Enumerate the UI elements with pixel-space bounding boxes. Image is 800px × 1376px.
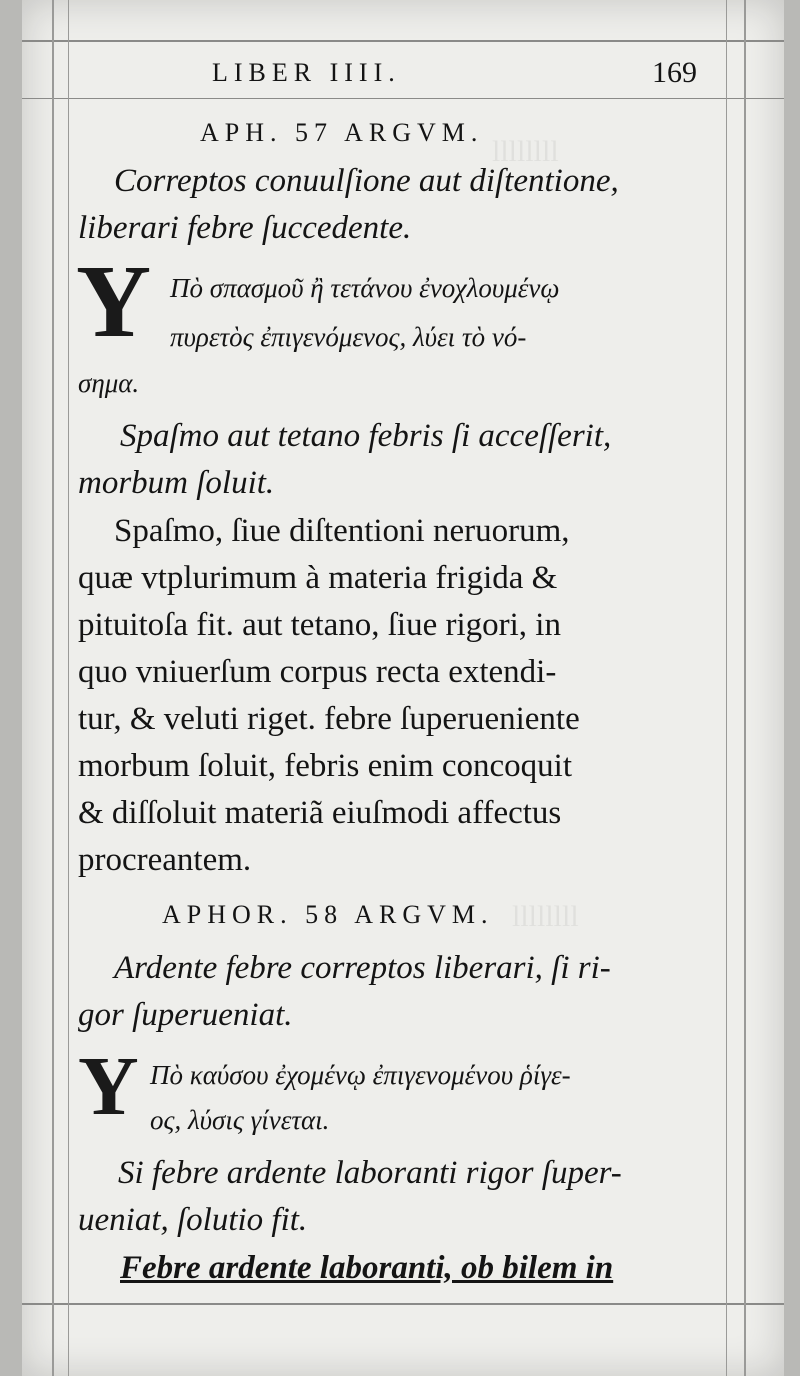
running-title: LIBER IIII.	[212, 58, 401, 87]
argument2-line-1: Ardente febre correptos liberari, ſi ri-	[114, 950, 611, 986]
commentary-line-5: tur, & veluti riget. febre ſuperueniente	[78, 701, 580, 737]
translation2-line-1: Si febre ardente laboranti rigor ſuper-	[118, 1155, 622, 1191]
argument-line-1: Correptos conuulſione aut diſtentione,	[114, 163, 619, 199]
greek2-line-1: Πὸ καύσου ἐχομένῳ ἐπιγενομένου ῥίγε-	[150, 1060, 571, 1090]
argument2-line-2: gor ſuperueniat.	[78, 997, 293, 1033]
header-rule	[22, 98, 784, 99]
top-rule	[22, 40, 784, 42]
argument-line-2: liberari febre ſuccedente.	[78, 210, 412, 246]
commentary-line-4: quo vniuerſum corpus recta extendi-	[78, 654, 557, 690]
left-margin-rule-inner	[68, 0, 69, 1376]
translation2-line-2: ueniat, ſolutio fit.	[78, 1202, 308, 1238]
translation-line-2: morbum ſoluit.	[78, 465, 275, 501]
left-margin-rule	[52, 0, 54, 1376]
bottom-rule	[22, 1303, 784, 1305]
commentary-line-7: & diſſoluit materiã eiuſmodi affectus	[78, 795, 562, 831]
greek-line-2: πυρετὸς ἐπιγενόμενος, λύει τὸ νό-	[170, 322, 527, 352]
commentary2-line-1: Febre ardente laboranti, ob bilem in	[120, 1250, 614, 1286]
greek-line-1: Πὸ σπασμοῦ ἢ τετάνου ἐνοχλουμένῳ	[170, 273, 560, 303]
aphorism-57-heading: APH. 57 ARGVM.	[200, 118, 484, 147]
dropcap-y: Y	[76, 244, 152, 359]
dropcap-y-2: Y	[78, 1040, 139, 1133]
aphorism-58-heading: APHOR. 58 ARGVM.	[162, 900, 494, 929]
page-number: 169	[652, 56, 697, 89]
greek-line-3: σημα.	[78, 368, 140, 398]
commentary-line-8: procreantem.	[78, 842, 252, 878]
book-page: llllllll llllllll LIBER IIII. 169 APH. 57 ARGVM. Correptos conuulſione aut diſtentione, liberari febre ſuccedente. Y Πὸ σπασμοῦ ἢ τετάνου ἐνοχλουμένῳ πυρετὸς ἐπιγενόμενος, λύει τὸ νό- σημα. Spaſmo aut tetano febris ſi acceſſerit, morbum ſoluit. Spaſmo, ſiue diſtentioni neruorum, quæ vtplurimum à materia frigida & pituitoſa fit. aut tetano, ſiue rigori, in quo vniuerſum corpus recta extendi- tur, & veluti riget. febre ſuperueniente morbum ſoluit, febris enim concoquit & diſſoluit materiã eiuſmodi affectus procreantem. APHOR. 58 ARGVM. Ardente febre correptos liberari, ſi ri- gor ſuperueniat. Y Πὸ καύσου ἐχομένῳ ἐπιγενομένου ῥίγε- ος, λύσις γίνεται. Si febre ardente laboranti rigor ſuper- ueniat, ſolutio fit. Febre ardente laboranti, ob bilem in	[22, 0, 784, 1376]
commentary-line-3: pituitoſa fit. aut tetano, ſiue rigori, in	[78, 607, 561, 643]
commentary-line-2: quæ vtplurimum à materia frigida &	[78, 560, 558, 596]
translation-line-1: Spaſmo aut tetano febris ſi acceſſerit,	[120, 418, 612, 454]
commentary-line-6: morbum ſoluit, febris enim concoquit	[78, 748, 573, 784]
commentary-line-1: Spaſmo, ſiue diſtentioni neruorum,	[114, 513, 570, 549]
greek2-line-2: ος, λύσις γίνεται.	[150, 1105, 330, 1135]
